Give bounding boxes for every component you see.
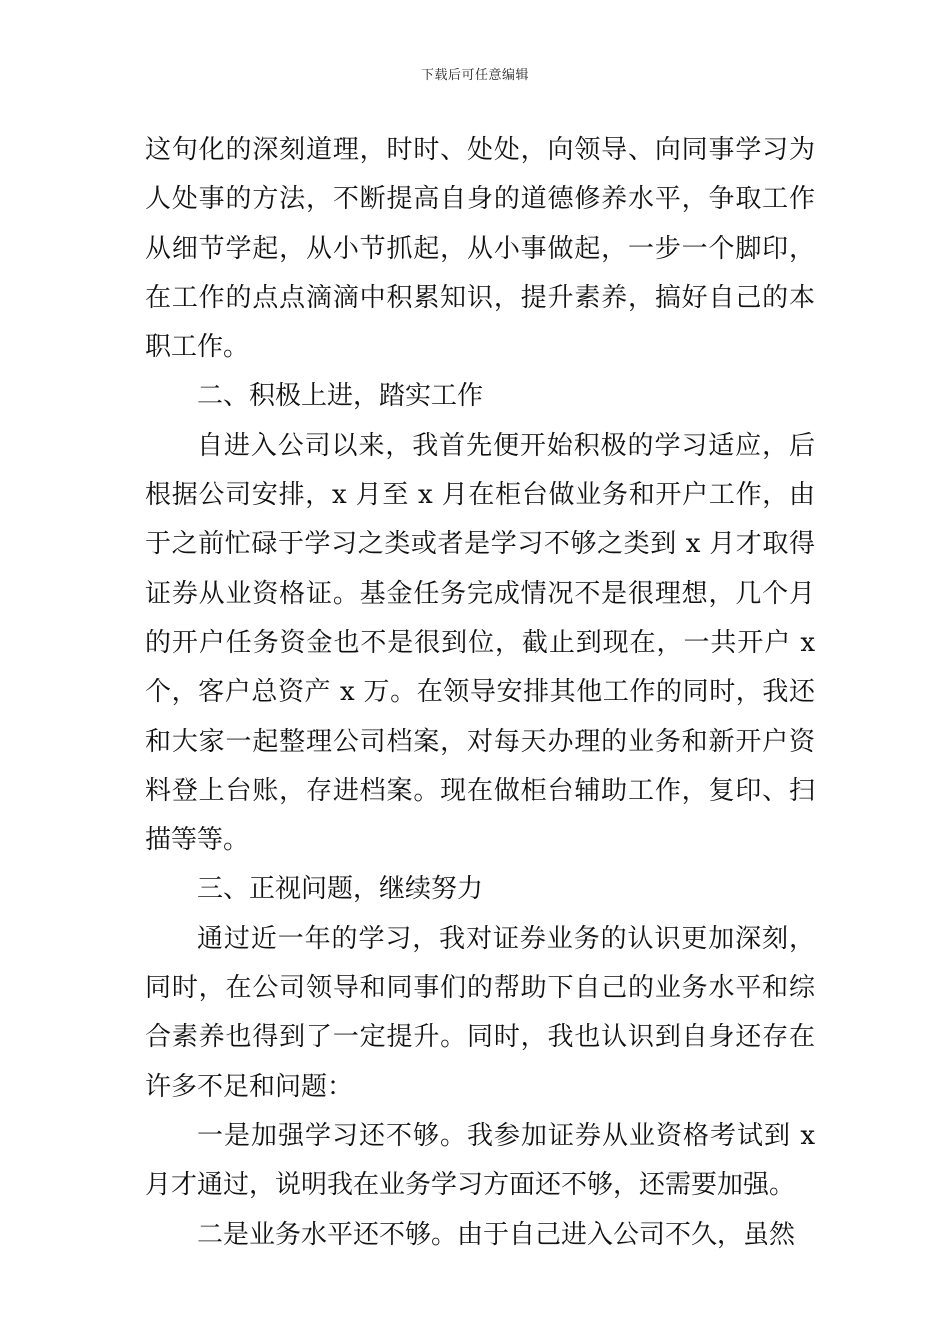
section-heading-3: 三、正视问题，继续努力 xyxy=(197,874,484,905)
paragraph-1: 这句化的深刻道理，时时、处处，向领导、向同事学习为人处事的方法，不断提高自身的道德修养水平，争取工作从细节学起，从小节抓起，从小事做起，一步一个脚印，在工作的点点滴滴中积累知识，提升素养，搞好自己的本职工作。 xyxy=(145,135,815,363)
document-body xyxy=(145,126,815,1260)
paragraph-5: 二是业务水平还不够。由于自己进入公司不久，虽然 xyxy=(197,1219,796,1250)
paragraph-4: 一是加强学习还不够。我参加证券从业资格考试到 x 月才通过，说明我在业务学习方面还不够，还需要加强。 xyxy=(145,1120,815,1201)
paragraph-3: 通过近一年的学习，我对证券业务的认识更加深刻，同时，在公司领导和同事们的帮助下自己的业务水平和综合素养也得到了一定提升。同时，我也认识到自身还存在许多不足和问题： xyxy=(145,923,815,1102)
page-header: 下载后可任意编辑 xyxy=(420,68,529,83)
paragraph-2: 自进入公司以来，我首先便开始积极的学习适应，后根据公司安排，x 月至 x 月在柜台做业务和开户工作，由于之前忙碌于学习之类或者是学习不够之类到 x 月才取得证券从业资格证。基金任务完成情况不是很理想，几个月的开户任务资金也不是很到位，截止到现在，一共开户 x 个，客户总资产 x 万。在领导安排其他工作的同时，我还和大家一起整理公司档案，对每天办理的业务和新开户资料登上台账，存进档案。现在做柜台辅助工作，复印、扫描等等。 xyxy=(145,430,815,856)
section-heading-2: 二、积极上进，踏实工作 xyxy=(197,381,484,412)
